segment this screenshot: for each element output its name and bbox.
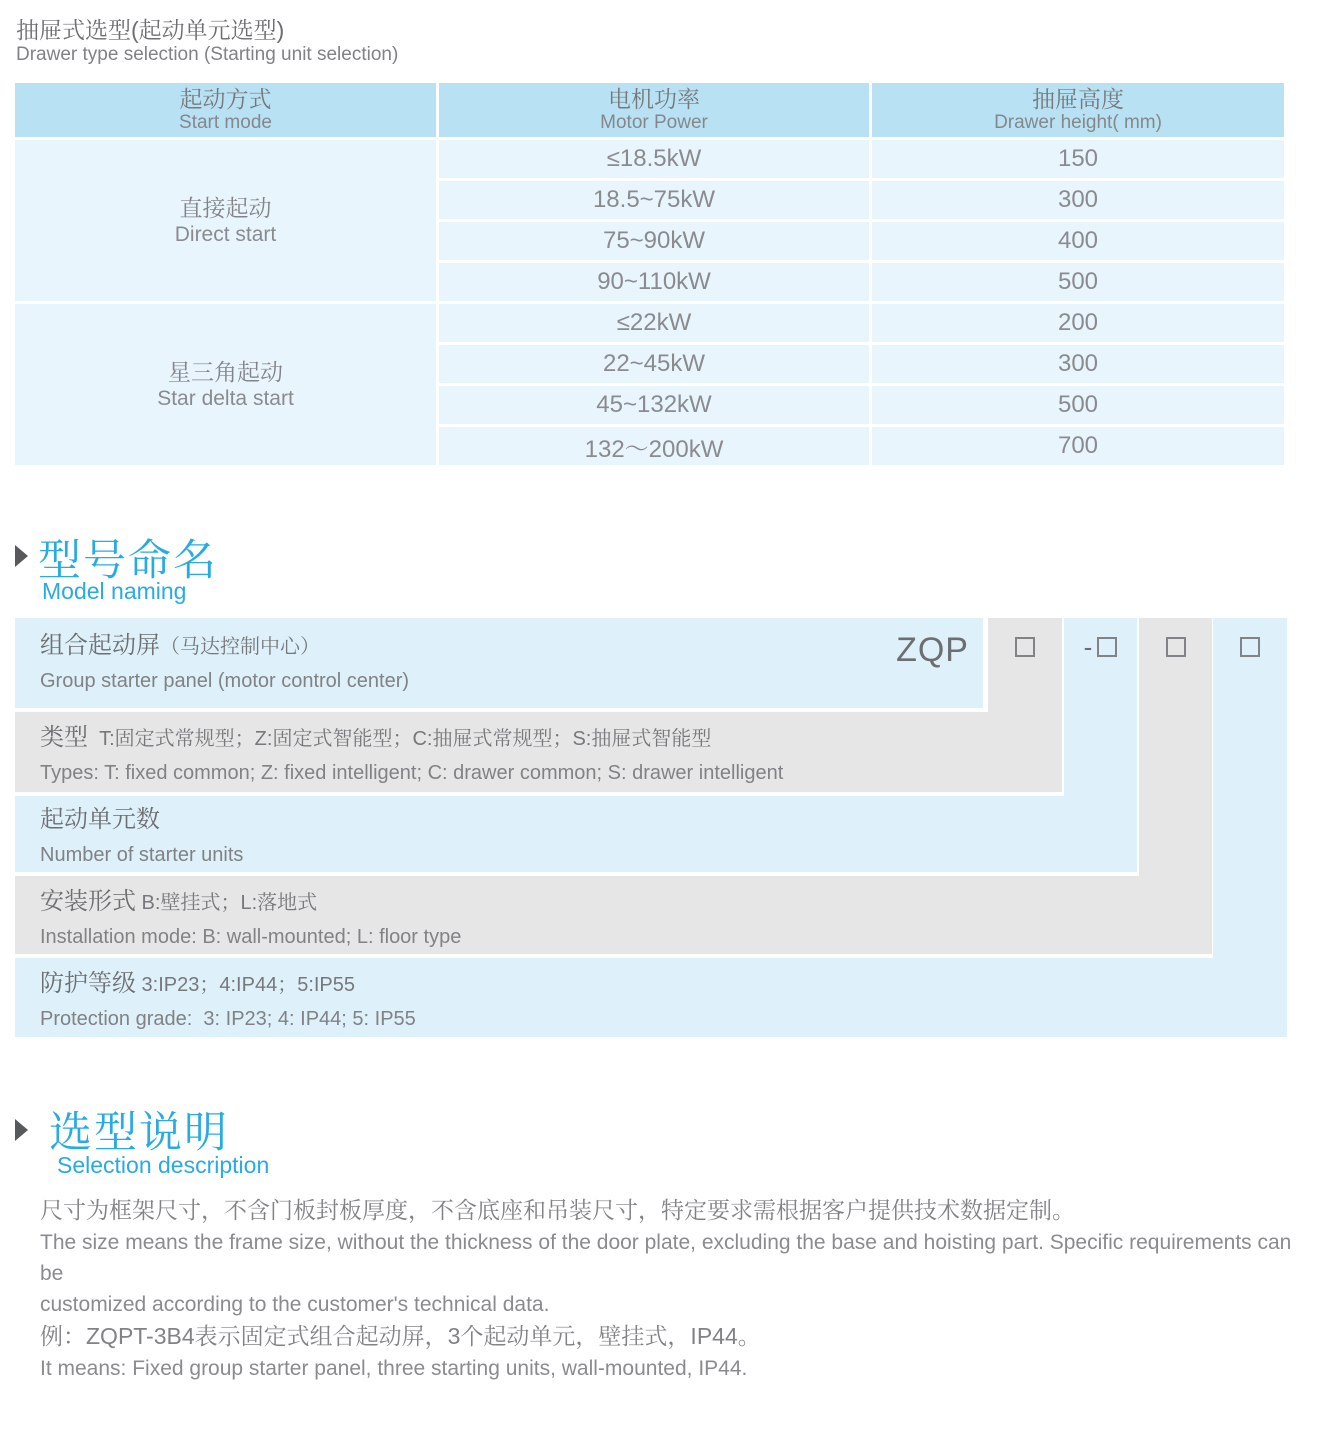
header-motor-power-zh: 电机功率 bbox=[608, 86, 700, 112]
selection-heading-en: Selection description bbox=[57, 1152, 270, 1178]
power-value: ≤18.5kW bbox=[606, 145, 702, 172]
document-title-en: Drawer type selection (Starting unit selection) bbox=[16, 44, 399, 65]
header-drawer-height-zh: 抽屉高度 bbox=[1032, 86, 1124, 112]
power-value: 90~110kW bbox=[597, 268, 711, 295]
table-cell-height bbox=[872, 386, 1284, 424]
description-line: 尺寸为框架尺寸，不含门板封板厚度，不含底座和吊装尺寸，特定要求需根据客户提供技术数据定制。 bbox=[40, 1197, 1075, 1223]
height-value: 400 bbox=[1057, 227, 1099, 254]
table-header-motor-power bbox=[439, 83, 869, 137]
description-line: customized according to the customer's technical data. bbox=[40, 1293, 550, 1316]
model-row-types bbox=[15, 712, 1062, 792]
height-value: 300 bbox=[1057, 350, 1099, 377]
height-value: 200 bbox=[1057, 309, 1099, 336]
model-row1-note: （马达控制中心） bbox=[160, 636, 320, 658]
header-drawer-height-en: Drawer height( mm) bbox=[994, 112, 1162, 133]
direct-start-zh: 直接起动 bbox=[179, 194, 272, 221]
table-cell-power bbox=[439, 427, 869, 465]
table-cell-height bbox=[872, 140, 1284, 178]
model-naming-heading-en: Model naming bbox=[42, 578, 187, 604]
table-cell-power bbox=[439, 140, 869, 178]
power-value: 22~45kW bbox=[602, 350, 706, 377]
model-code-dash: - bbox=[1083, 632, 1093, 662]
table-cell-height bbox=[872, 427, 1284, 465]
model-row5-note: 3:IP23；4:IP44；5:IP55 bbox=[136, 974, 356, 996]
table-cell-power bbox=[439, 386, 869, 424]
table-cell-power bbox=[439, 263, 869, 301]
table-cell-height bbox=[872, 345, 1284, 383]
power-value: 45~132kW bbox=[596, 391, 712, 418]
model-row2-note: T:固定式常规型；Z:固定式智能型；C:抽屉式常规型；S:抽屉式智能型 bbox=[88, 728, 712, 750]
selection-description bbox=[40, 1194, 1298, 1384]
power-value: ≤22kW bbox=[616, 309, 692, 336]
table-header-drawer-height bbox=[872, 83, 1284, 137]
table-cell-direct-start bbox=[15, 140, 436, 301]
table-header-start-mode bbox=[15, 83, 436, 137]
model-code-box-1 bbox=[1015, 637, 1035, 657]
model-row4-en: Installation mode: B: wall-mounted; L: floor type bbox=[40, 926, 462, 948]
table-cell-star-delta-start bbox=[15, 304, 436, 465]
table-cell-power bbox=[439, 304, 869, 342]
model-row3-zh: 起动单元数 bbox=[40, 806, 160, 833]
model-code-box-2 bbox=[1097, 637, 1117, 657]
selection-heading-zh: 选型说明 bbox=[49, 1109, 229, 1157]
height-value: 500 bbox=[1057, 268, 1099, 295]
model-row4-note: B:壁挂式；L:落地式 bbox=[136, 892, 318, 914]
header-start-mode-zh: 起动方式 bbox=[179, 86, 272, 112]
header-motor-power-en: Motor Power bbox=[600, 112, 708, 133]
model-code-box-3 bbox=[1166, 637, 1186, 657]
model-row-starter-units bbox=[15, 796, 1137, 872]
height-value: 700 bbox=[1057, 432, 1099, 459]
document-title-zh: 抽屉式选型(起动单元选型) bbox=[16, 17, 285, 43]
height-value: 300 bbox=[1057, 186, 1099, 213]
direct-start-en: Direct start bbox=[174, 222, 277, 246]
star-delta-en: Star delta start bbox=[157, 386, 294, 410]
table-cell-power bbox=[439, 345, 869, 383]
model-naming-heading-zh: 型号命名 bbox=[38, 537, 218, 585]
height-value: 500 bbox=[1057, 391, 1099, 418]
section-marker-icon bbox=[15, 545, 28, 567]
drawer-selection-table bbox=[15, 83, 1284, 465]
model-row2-zh: 类型 bbox=[40, 724, 88, 751]
model-row-group-starter-panel bbox=[15, 618, 983, 708]
power-value: 132～200kW bbox=[584, 435, 724, 463]
power-value: 18.5~75kW bbox=[592, 186, 716, 213]
model-row-protection-grade bbox=[15, 958, 1287, 1037]
section-marker-icon bbox=[15, 1119, 28, 1141]
header-start-mode-en: Start mode bbox=[179, 112, 272, 133]
model-row1-zh: 组合起动屏 bbox=[40, 632, 160, 659]
table-cell-height bbox=[872, 304, 1284, 342]
table-cell-height bbox=[872, 181, 1284, 219]
model-code-box-4 bbox=[1240, 637, 1260, 657]
table-cell-power bbox=[439, 222, 869, 260]
model-row4-zh: 安装形式 bbox=[40, 888, 136, 915]
model-row3-en: Number of starter units bbox=[40, 844, 244, 866]
table-cell-height bbox=[872, 263, 1284, 301]
model-row5-en: Protection grade: 3: IP23; 4: IP44; 5: IP55 bbox=[40, 1008, 416, 1030]
description-line: It means: Fixed group starter panel, three starting units, wall-mounted, IP44. bbox=[40, 1357, 748, 1380]
description-line: 例：ZQPT-3B4表示固定式组合起动屏，3个起动单元，壁挂式，IP44。 bbox=[40, 1323, 761, 1349]
model-naming-diagram bbox=[15, 618, 1287, 1037]
model-row5-zh: 防护等级 bbox=[40, 970, 136, 997]
model-prefix: ZQP bbox=[896, 631, 969, 669]
description-line: The size means the frame size, without the thickness of the door plate, excluding the base and hoisting part. Specific requirements can be bbox=[40, 1231, 1298, 1285]
star-delta-zh: 星三角起动 bbox=[168, 358, 283, 385]
height-value: 150 bbox=[1057, 145, 1099, 172]
power-value: 75~90kW bbox=[602, 227, 706, 254]
table-cell-height bbox=[872, 222, 1284, 260]
table-cell-power bbox=[439, 181, 869, 219]
model-row-installation-mode bbox=[15, 876, 1212, 954]
model-row1-en: Group starter panel (motor control center) bbox=[40, 670, 410, 692]
model-row2-en: Types: T: fixed common; Z: fixed intelligent; C: drawer common; S: drawer intelligent bbox=[40, 762, 784, 784]
